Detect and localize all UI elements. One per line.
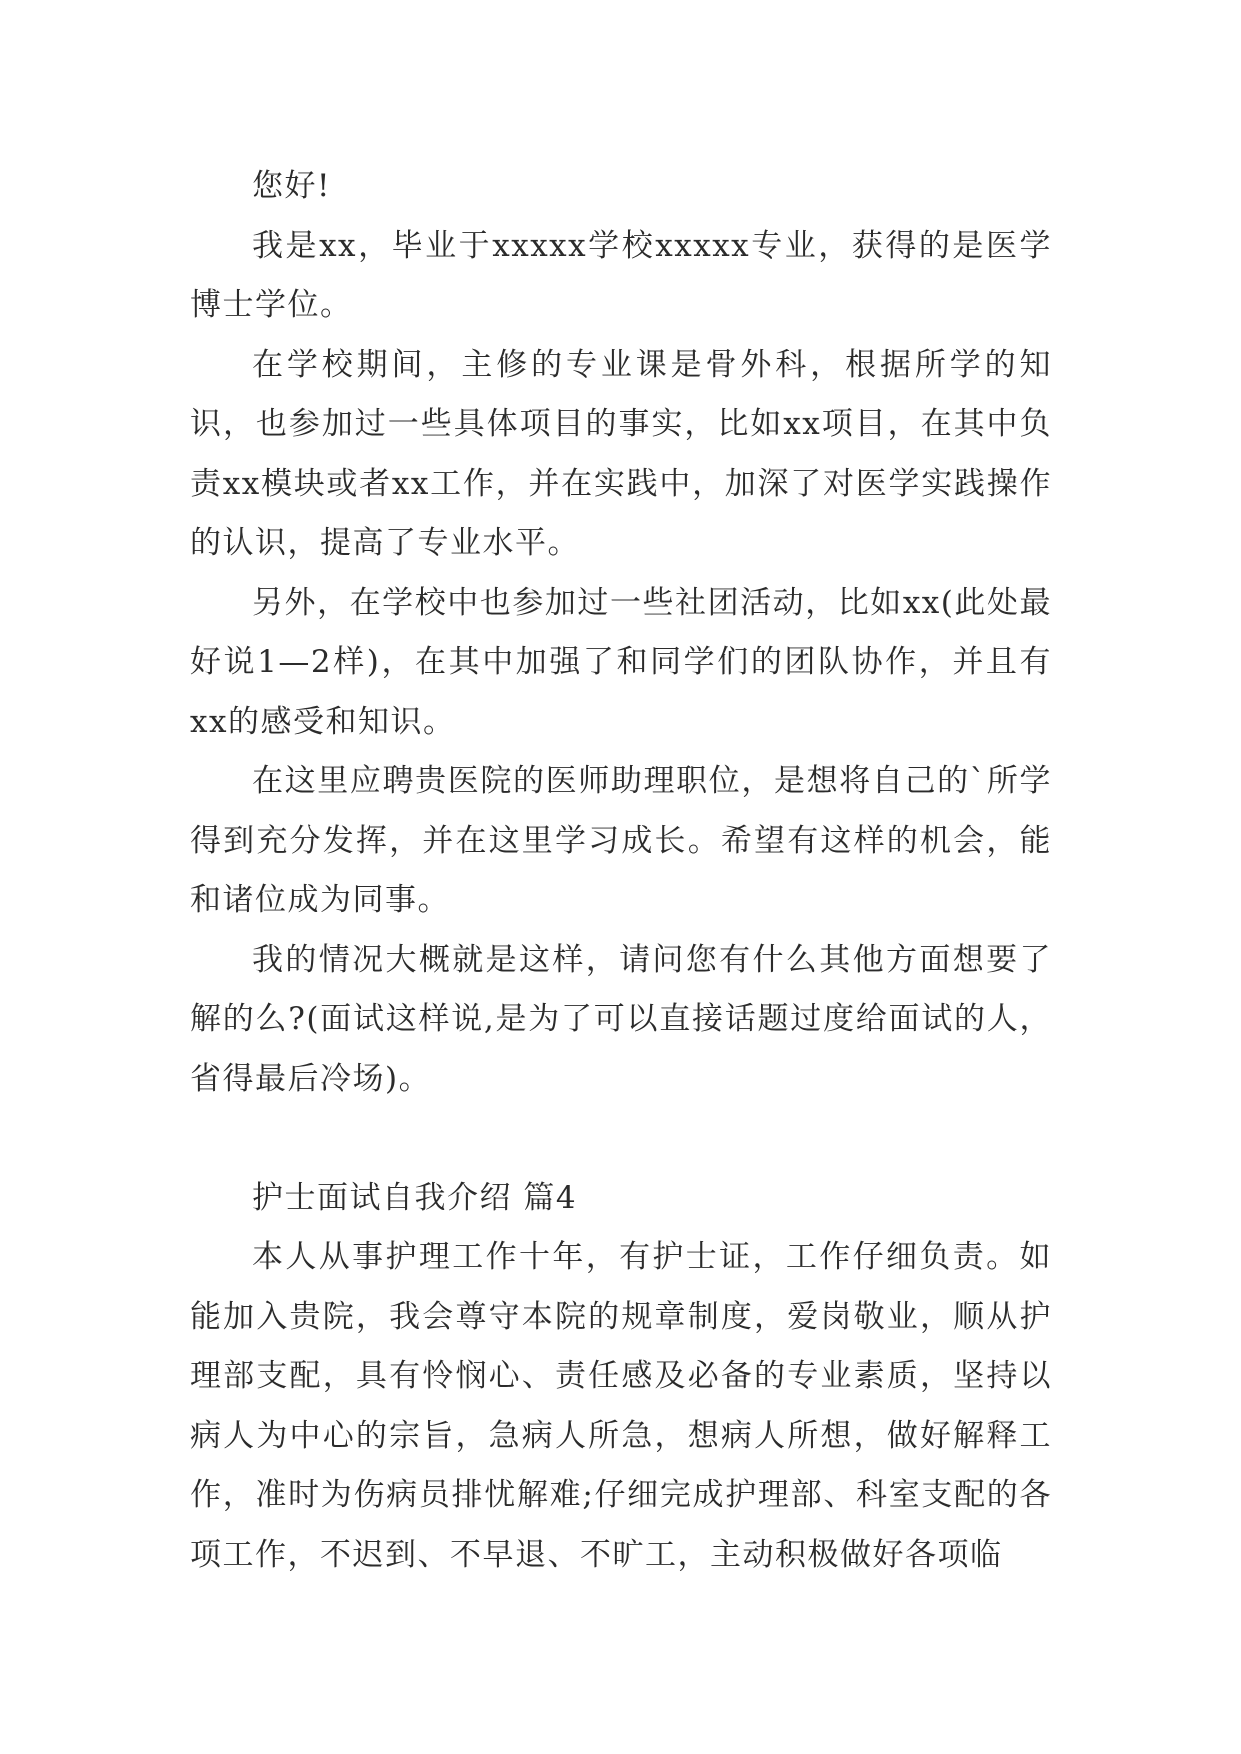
- closing-paragraph: 我的情况大概就是这样，请问您有什么其他方面想要了解的么?(面试这样说,是为了可以直接话题过度给面试的人，省得最后冷场)。: [190, 941, 1052, 1097]
- study-paragraph: 在学校期间，主修的专业课是骨外科，根据所学的知识，也参加过一些具体项目的事实，比如xx项目，在其中负责xx模块或者xx工作，并在实践中，加深了对医学实践操作的认识，提高了专业水平。: [190, 346, 1052, 561]
- activities-paragraph: 另外，在学校中也参加过一些社团活动，比如xx(此处最好说1—2样)，在其中加强了和同学们的团队协作，并且有xx的感受和知识。: [190, 584, 1052, 740]
- document-body: [190, 157, 1052, 1585]
- section-spacer: [190, 1109, 1052, 1169]
- nurse-intro-paragraph: 本人从事护理工作十年，有护士证，工作仔细负责。如能加入贵院，我会尊守本院的规章制度，爱岗敬业，顺从护理部支配，具有怜悯心、责任感及必备的专业素质，坚持以病人为中心的宗旨，急病人所急，想病人所想，做好解释工作，准时为伤病员排忧解难;仔细完成护理部、科室支配的各项工作，不迟到、不早退、不旷工，主动积极做好各项临: [190, 1239, 1052, 1573]
- intro-paragraph: 我是xx，毕业于xxxxx学校xxxxx专业，获得的是医学博士学位。: [190, 227, 1052, 323]
- section-heading: 护士面试自我介绍 篇4: [252, 1179, 578, 1216]
- greeting-paragraph: 您好!: [252, 168, 331, 204]
- application-paragraph: 在这里应聘贵医院的医师助理职位，是想将自己的`所学得到充分发挥，并在这里学习成长。希望有这样的机会，能和诸位成为同事。: [190, 763, 1052, 918]
